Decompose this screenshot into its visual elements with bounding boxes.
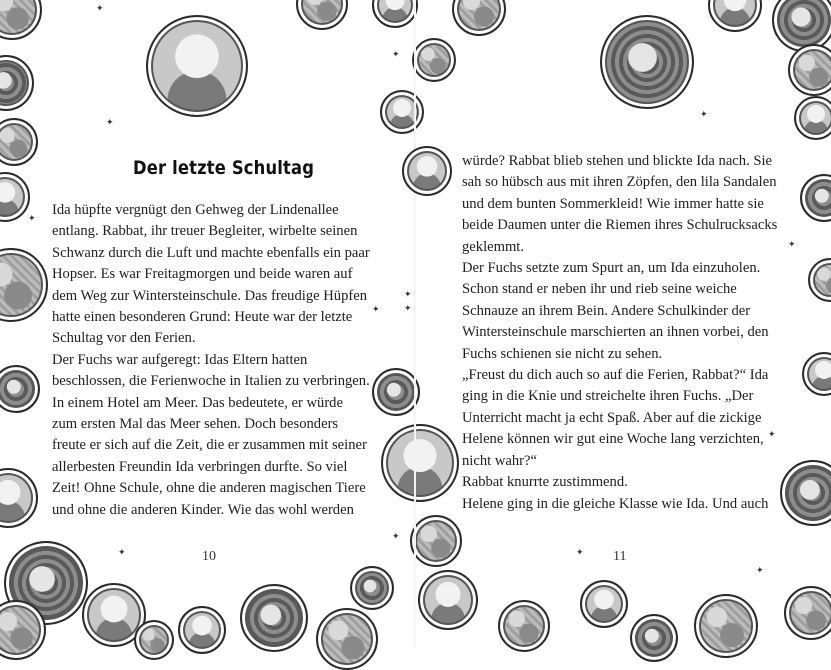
border-medallion xyxy=(802,352,831,396)
border-medallion xyxy=(240,584,308,652)
text-line: Der Fuchs setzte zum Spurt an, um Ida einzuholen. xyxy=(462,260,761,277)
border-medallion xyxy=(772,0,831,52)
girl-portrait-medallion xyxy=(146,15,248,117)
border-medallion xyxy=(134,620,174,660)
page-number: 10 xyxy=(202,549,216,564)
border-medallion xyxy=(794,96,831,140)
border-medallion xyxy=(580,580,628,628)
star-icon: ✦ xyxy=(404,303,412,313)
border-medallion xyxy=(372,0,418,28)
border-medallion xyxy=(808,258,831,302)
border-medallion xyxy=(788,44,831,96)
page-number: 11 xyxy=(613,549,627,564)
text-line: Unterricht macht ja echt Spaß. Aber auf die zickige xyxy=(462,409,762,426)
text-line: Helene können wir gut eine Woche lang verzichten, xyxy=(462,431,764,448)
fox-portrait-medallion xyxy=(600,15,694,109)
border-medallion xyxy=(0,118,38,166)
border-medallion xyxy=(0,248,48,322)
border-medallion xyxy=(178,606,226,654)
chapter-title: Der letzte Schultag xyxy=(133,157,315,179)
star-icon: ✦ xyxy=(372,304,380,314)
border-medallion xyxy=(0,55,34,111)
star-icon: ✦ xyxy=(404,289,412,299)
text-line: und dem bunten Sommerkleid! Wie immer hatte sie xyxy=(462,195,764,212)
text-line: zum ersten Mal das Meer sehen. Doch besonders xyxy=(52,416,339,433)
right-page-text xyxy=(462,151,782,515)
border-medallion xyxy=(0,172,30,222)
text-line: und ohne die anderen Kinder. Wie das wohl werden xyxy=(52,501,354,518)
star-icon: ✦ xyxy=(106,117,114,127)
star-icon: ✦ xyxy=(392,531,400,541)
text-line: Rabbat knurrte zustimmend. xyxy=(462,474,628,491)
text-line: entlang. Rabbat, ihr treuer Begleiter, wirbelte seinen xyxy=(52,223,358,240)
text-line: Schultag vor den Ferien. xyxy=(52,330,196,347)
text-line: Ida hüpfte vergnügt den Gehweg der Lindenallee xyxy=(52,202,339,218)
star-icon: ✦ xyxy=(768,429,776,439)
text-line: Helene ging in die gleiche Klasse wie Ida. Und auch xyxy=(462,495,769,512)
border-medallion xyxy=(784,586,831,640)
border-medallion xyxy=(694,594,758,658)
text-line: geklemmt. xyxy=(462,238,525,255)
text-line: sah so hübsch aus mit ihren Zöpfen, den lila Sandalen xyxy=(462,174,777,191)
text-line: beide Daumen unter die Riemen ihres Schulrucksacks xyxy=(462,217,778,234)
border-medallion xyxy=(780,460,831,526)
border-medallion xyxy=(402,146,452,196)
star-icon: ✦ xyxy=(756,565,764,575)
text-line: In einem Hotel am Meer. Das bedeutete, er würde xyxy=(52,394,343,411)
star-icon: ✦ xyxy=(96,3,104,13)
text-line: freute er sich auf die Zeit, die er zusammen mit seiner xyxy=(52,437,367,454)
left-page-text xyxy=(52,200,372,521)
text-line: Zeit! Ohne Schule, ohne die anderen magischen Tiere xyxy=(52,480,366,497)
text-line: Fuchs schienen sie nicht zu sehen. xyxy=(462,345,663,362)
text-line: dem Weg zur Wintersteinschule. Das freudige Hüpfen xyxy=(52,287,368,304)
border-medallion xyxy=(452,0,506,36)
star-icon: ✦ xyxy=(700,109,708,119)
border-medallion xyxy=(0,0,42,40)
border-medallion xyxy=(708,0,762,32)
border-medallion xyxy=(800,174,831,222)
text-line: Schwanz durch die Luft und machte ebenfalls ein paar xyxy=(52,244,370,261)
border-medallion xyxy=(350,566,394,610)
text-line: nicht wahr?“ xyxy=(462,452,537,469)
text-line: würde? Rabbat blieb stehen und blickte Ida nach. Sie xyxy=(462,153,773,169)
border-medallion xyxy=(498,600,550,652)
right-page xyxy=(392,0,831,648)
border-medallion xyxy=(630,614,678,662)
border-medallion xyxy=(296,0,348,30)
border-medallion xyxy=(316,608,378,670)
star-icon: ✦ xyxy=(576,547,584,557)
text-line: Wintersteinschule marschierten an ihnen vorbei, den xyxy=(462,324,769,341)
border-medallion xyxy=(0,365,40,413)
star-icon: ✦ xyxy=(118,547,126,557)
star-icon: ✦ xyxy=(788,239,796,249)
border-medallion xyxy=(372,368,420,416)
star-icon: ✦ xyxy=(392,49,400,59)
text-line: beschlossen, die Ferienwoche in Italien zu verbringen. xyxy=(52,373,370,390)
text-line: Schon stand er neben ihr und rieb seine weiche xyxy=(462,281,737,298)
border-medallion xyxy=(0,468,38,528)
text-line: Der Fuchs war aufgeregt: Idas Eltern hatten xyxy=(52,351,308,368)
star-icon: ✦ xyxy=(28,213,36,223)
border-medallion xyxy=(418,570,478,630)
text-line: Schnauze an ihrem Bein. Andere Schulkinder der xyxy=(462,302,751,319)
left-page xyxy=(0,0,415,648)
text-line: Hopser. Es war Freitagmorgen und beide waren auf xyxy=(52,266,353,283)
text-line: allerbesten Freundin Ida verbringen durfte. So viel xyxy=(52,458,348,475)
text-line: „Freust du dich auch so auf die Ferien, Rabbat?“ Ida xyxy=(462,367,769,384)
text-line: ging in die Knie und streichelte ihren Fuchs. „Der xyxy=(462,388,754,405)
text-line: hatte einen besonderen Grund: Heute war der letzte xyxy=(52,309,353,326)
